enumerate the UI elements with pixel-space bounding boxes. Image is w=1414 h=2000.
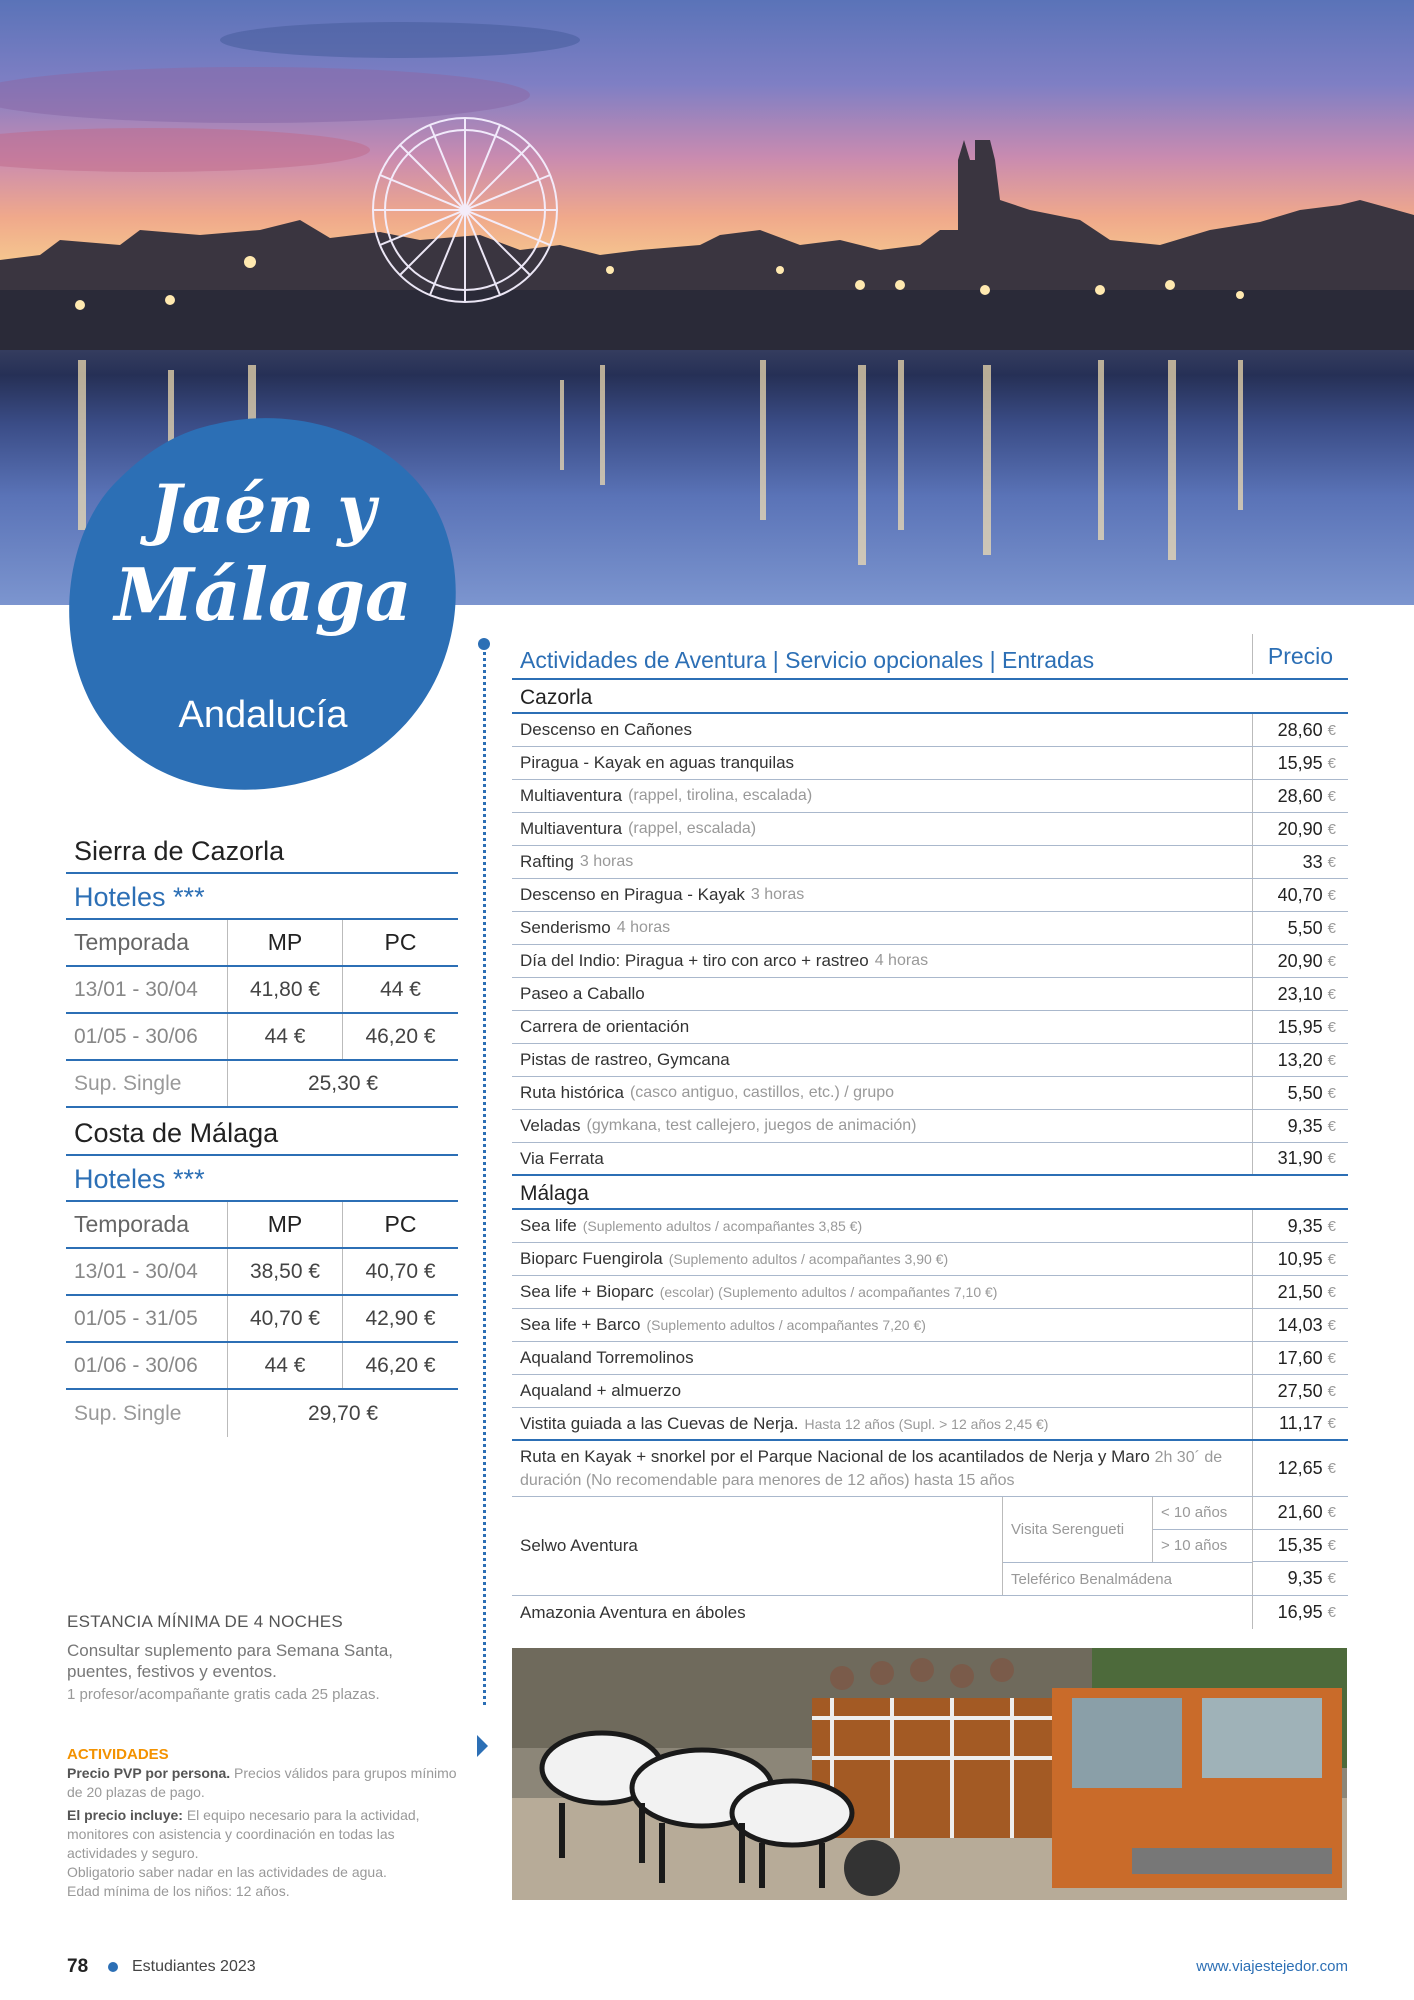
table-header bbox=[66, 1202, 458, 1249]
season-cell: 01/05 - 30/06 bbox=[66, 1014, 228, 1059]
activity-price bbox=[1252, 780, 1348, 812]
activity-detail: (rappel, escalada) bbox=[628, 820, 757, 837]
activity-price bbox=[1252, 1044, 1348, 1076]
euro-sign: € bbox=[1327, 1250, 1336, 1268]
euro-sign: € bbox=[1327, 985, 1336, 1003]
price-value: 14,03 bbox=[1277, 1314, 1323, 1335]
teleferico-label: Teleférico Benalmádena bbox=[1011, 1570, 1172, 1588]
activity-name bbox=[512, 747, 1252, 779]
table-row-selwo bbox=[512, 1497, 1348, 1596]
price-value: 28,60 bbox=[1277, 719, 1323, 740]
table-row bbox=[512, 1210, 1348, 1243]
activity-detail: (Suplemento adultos / acompañantes 7,20 €) bbox=[646, 1317, 926, 1333]
conditions-notes bbox=[67, 1612, 459, 1703]
activity-price bbox=[1252, 879, 1348, 911]
price-value: 16,95 bbox=[1277, 1602, 1323, 1622]
activity-title: Sea life bbox=[520, 1216, 577, 1235]
season-header: Temporada bbox=[66, 920, 228, 965]
euro-sign: € bbox=[1327, 919, 1336, 937]
activity-name bbox=[512, 912, 1252, 944]
activity-name bbox=[512, 780, 1252, 812]
season-cell: 13/01 - 30/04 bbox=[66, 967, 228, 1012]
table-row bbox=[512, 1309, 1348, 1342]
activity-price bbox=[1252, 1276, 1348, 1308]
activity-title: Sea life + Bioparc bbox=[520, 1282, 654, 1301]
activity-name bbox=[512, 846, 1252, 878]
activity-price bbox=[1252, 1243, 1348, 1275]
activities-table bbox=[512, 640, 1348, 1629]
table-row bbox=[512, 747, 1348, 780]
euro-sign: € bbox=[1327, 1051, 1336, 1069]
mp-cell: 44 € bbox=[228, 1014, 343, 1059]
euro-sign: € bbox=[1327, 787, 1336, 805]
kayak-name: Ruta en Kayak + snorkel por el Parque Nacional de los acantilados de Nerja y Maro bbox=[520, 1446, 1150, 1466]
euro-sign: € bbox=[1327, 1117, 1336, 1135]
table-row bbox=[512, 945, 1348, 978]
season-cell: 01/05 - 31/05 bbox=[66, 1296, 228, 1341]
euro-sign: € bbox=[1327, 1460, 1336, 1477]
price-value: 5,50 bbox=[1287, 1082, 1323, 1103]
activity-price bbox=[1252, 1210, 1348, 1242]
activity-price bbox=[1252, 1110, 1348, 1142]
price-value: 15,35 bbox=[1277, 1535, 1323, 1555]
pc-cell: 44 € bbox=[380, 977, 421, 1001]
table-row bbox=[512, 1342, 1348, 1375]
table-row bbox=[512, 1441, 1348, 1497]
table-row bbox=[512, 1110, 1348, 1143]
price-value: 9,35 bbox=[1287, 1215, 1323, 1236]
table-row bbox=[512, 1077, 1348, 1110]
activity-title: Ruta histórica bbox=[520, 1083, 624, 1102]
activity-detail: (Suplemento adultos / acompañantes 3,90 €) bbox=[668, 1251, 949, 1267]
activity-price bbox=[1252, 1143, 1348, 1174]
price-value: 20,90 bbox=[1277, 818, 1323, 839]
euro-sign: € bbox=[1327, 1316, 1336, 1334]
activity-name bbox=[512, 978, 1252, 1010]
includes-note-bold: El precio incluye: bbox=[67, 1807, 183, 1823]
title-line-2: Málaga bbox=[114, 552, 412, 637]
mp-cell: 38,50 € bbox=[228, 1249, 343, 1294]
teacher-free-note: 1 profesor/acompañante gratis cada 25 plazas. bbox=[67, 1686, 380, 1703]
activities-notes bbox=[67, 1745, 459, 1905]
kayak-detail: 2h 30´ de duración (No recomendable para menores de 12 años) hasta 15 años bbox=[520, 1448, 1223, 1489]
euro-sign: € bbox=[1327, 853, 1336, 871]
activity-name bbox=[512, 1408, 1252, 1439]
activity-price bbox=[1252, 714, 1348, 746]
activity-detail: 3 horas bbox=[750, 886, 805, 903]
includes-note bbox=[67, 1806, 459, 1901]
table-row bbox=[66, 1343, 458, 1390]
price-value: 10,95 bbox=[1277, 1248, 1323, 1269]
activity-title: Descenso en Piragua - Kayak bbox=[520, 885, 745, 904]
malaga-rows bbox=[512, 1210, 1348, 1441]
dotted-divider bbox=[483, 645, 486, 1705]
price-note-text: Precios válidos para grupos mínimo de 20 plazas de pago. bbox=[67, 1765, 457, 1800]
selwo-name: Selwo Aventura bbox=[512, 1497, 1003, 1595]
table-row bbox=[66, 1249, 458, 1296]
minimum-stay: ESTANCIA MÍNIMA DE 4 NOCHES bbox=[67, 1612, 344, 1631]
activity-name bbox=[512, 1342, 1252, 1374]
price-note-bold: Precio PVP por persona. bbox=[67, 1765, 231, 1781]
price-value: 33 bbox=[1302, 851, 1323, 872]
euro-sign: € bbox=[1327, 1537, 1336, 1554]
section-cazorla: Cazorla bbox=[512, 680, 1348, 714]
euro-sign: € bbox=[1327, 1018, 1336, 1036]
activity-title: Paseo a Caballo bbox=[520, 984, 645, 1003]
table-row bbox=[512, 1276, 1348, 1309]
euro-sign: € bbox=[1327, 1415, 1336, 1432]
activities-table-header bbox=[512, 640, 1348, 680]
activity-title: Vistita guiada a las Cuevas de Nerja. bbox=[520, 1413, 799, 1433]
activity-name bbox=[512, 714, 1252, 746]
price-value: 28,60 bbox=[1277, 785, 1323, 806]
selwo-ages bbox=[1153, 1497, 1252, 1562]
single-value: 25,30 € bbox=[307, 1071, 379, 1095]
pc-header: PC bbox=[384, 1211, 417, 1237]
selwo-visit-label: Visita Serengueti bbox=[1003, 1497, 1153, 1562]
euro-sign: € bbox=[1327, 1283, 1336, 1301]
section-malaga: Málaga bbox=[512, 1176, 1348, 1210]
euro-sign: € bbox=[1327, 1504, 1336, 1522]
pc-cell: 46,20 € bbox=[365, 1024, 436, 1048]
single-supplement-row bbox=[66, 1061, 458, 1108]
activity-detail: 3 horas bbox=[579, 853, 634, 870]
price-value: 9,35 bbox=[1287, 1568, 1323, 1589]
selwo-visit bbox=[1003, 1497, 1252, 1563]
price-value: 21,60 bbox=[1277, 1502, 1323, 1523]
activity-title: Rafting bbox=[520, 852, 574, 871]
price-value: 13,20 bbox=[1277, 1049, 1323, 1070]
activity-price bbox=[1252, 1375, 1348, 1407]
activity-price bbox=[1252, 1441, 1348, 1496]
activity-title: Pistas de rastreo, Gymcana bbox=[520, 1050, 730, 1069]
activity-name bbox=[512, 1044, 1252, 1076]
pc-cell: 46,20 € bbox=[365, 1353, 436, 1377]
hotel-price-tables bbox=[66, 826, 458, 1437]
table-row bbox=[66, 967, 458, 1014]
safari-photo bbox=[512, 1648, 1347, 1900]
activities-heading: ACTIVIDADES bbox=[67, 1746, 169, 1763]
activity-detail: (casco antiguo, castillos, etc.) / grupo bbox=[629, 1084, 895, 1101]
price-value: 27,50 bbox=[1277, 1380, 1323, 1401]
euro-sign: € bbox=[1327, 754, 1336, 772]
activity-price bbox=[1252, 978, 1348, 1010]
table-row bbox=[512, 1375, 1348, 1408]
activity-name bbox=[512, 1077, 1252, 1109]
table-row bbox=[512, 813, 1348, 846]
arrow-right-icon bbox=[477, 1735, 488, 1757]
activity-detail: (gymkana, test callejero, juegos de animación) bbox=[586, 1117, 917, 1134]
activity-title: Día del Indio: Piragua + tiro con arco + rastreo bbox=[520, 951, 869, 970]
cazorla-rows bbox=[512, 714, 1348, 1176]
activity-name bbox=[512, 1243, 1252, 1275]
season-header: Temporada bbox=[66, 1202, 228, 1247]
table-row bbox=[66, 1296, 458, 1343]
price-note bbox=[67, 1764, 459, 1802]
price-under-10 bbox=[1253, 1497, 1348, 1530]
supplement-note: Consultar suplemento para Semana Santa, puentes, festivos y eventos. bbox=[67, 1641, 394, 1681]
euro-sign: € bbox=[1327, 820, 1336, 838]
table-row bbox=[512, 846, 1348, 879]
table-row bbox=[512, 1143, 1348, 1176]
activity-detail: (rappel, tirolina, escalada) bbox=[628, 787, 813, 804]
activity-name bbox=[512, 1143, 1252, 1174]
activity-name bbox=[512, 1309, 1252, 1341]
activities-title: Actividades de Aventura | Servicio opcionales | Entradas bbox=[520, 647, 1095, 673]
activity-detail: 4 horas bbox=[874, 952, 929, 969]
age-under-10: < 10 años bbox=[1153, 1497, 1252, 1530]
region-label: Andalucía bbox=[178, 694, 348, 736]
activity-name: Amazonia Aventura en áboles bbox=[520, 1602, 746, 1622]
activity-name bbox=[512, 1110, 1252, 1142]
activity-price bbox=[1252, 747, 1348, 779]
table-row bbox=[512, 714, 1348, 747]
single-label: Sup. Single bbox=[66, 1061, 228, 1106]
destination-title: Sierra de Cazorla bbox=[66, 826, 458, 874]
activity-title: Via Ferrata bbox=[520, 1148, 604, 1168]
euro-sign: € bbox=[1327, 1604, 1336, 1621]
price-value: 5,50 bbox=[1287, 917, 1323, 938]
price-value: 21,50 bbox=[1277, 1281, 1323, 1302]
activity-price bbox=[1252, 1408, 1348, 1439]
activity-title: Aqualand Torremolinos bbox=[520, 1348, 694, 1367]
publication-name: Estudiantes 2023 bbox=[132, 1958, 256, 1975]
table-row bbox=[512, 1011, 1348, 1044]
price-value: 15,95 bbox=[1277, 1016, 1323, 1037]
mp-cell: 41,80 € bbox=[228, 967, 343, 1012]
euro-sign: € bbox=[1327, 721, 1336, 739]
mp-cell: 44 € bbox=[228, 1343, 343, 1388]
activity-name bbox=[512, 1375, 1252, 1407]
activity-name bbox=[512, 813, 1252, 845]
selwo-prices bbox=[1252, 1497, 1348, 1595]
single-supplement-row bbox=[66, 1390, 458, 1437]
activity-detail: (escolar) (Suplemento adultos / acompañantes 7,10 €) bbox=[659, 1284, 998, 1300]
activity-title: Carrera de orientación bbox=[520, 1017, 690, 1036]
age-note: Edad mínima de los niños: 12 años. bbox=[67, 1883, 290, 1899]
price-value: 12,65 bbox=[1277, 1458, 1323, 1478]
price-teleferico bbox=[1253, 1562, 1348, 1595]
single-value: 29,70 € bbox=[307, 1401, 379, 1425]
euro-sign: € bbox=[1327, 952, 1336, 970]
activity-name bbox=[512, 1011, 1252, 1043]
activity-title: Descenso en Cañones bbox=[520, 720, 693, 739]
mp-header: MP bbox=[228, 920, 343, 965]
pc-header: PC bbox=[384, 929, 417, 955]
euro-sign: € bbox=[1327, 1084, 1336, 1102]
activity-title: Bioparc Fuengirola bbox=[520, 1249, 663, 1268]
table-row bbox=[512, 1044, 1348, 1077]
table-header bbox=[66, 920, 458, 967]
price-value: 20,90 bbox=[1277, 950, 1323, 971]
table-row bbox=[512, 1408, 1348, 1441]
table-row bbox=[512, 912, 1348, 945]
activity-name bbox=[512, 1210, 1252, 1242]
pc-cell: 42,90 € bbox=[365, 1306, 436, 1330]
activity-title: Multiaventura bbox=[520, 819, 623, 838]
euro-sign: € bbox=[1327, 886, 1336, 904]
price-value: 23,10 bbox=[1277, 983, 1323, 1004]
activity-title: Aqualand + almuerzo bbox=[520, 1381, 682, 1400]
age-over-10: > 10 años bbox=[1161, 1537, 1228, 1555]
price-value: 17,60 bbox=[1277, 1347, 1323, 1368]
euro-sign: € bbox=[1327, 1349, 1336, 1367]
pc-cell: 40,70 € bbox=[365, 1259, 436, 1283]
price-over-10 bbox=[1253, 1530, 1348, 1563]
mp-cell: 40,70 € bbox=[228, 1296, 343, 1341]
season-cell: 01/06 - 30/06 bbox=[66, 1343, 228, 1388]
activity-price bbox=[1252, 1342, 1348, 1374]
selwo-options bbox=[1003, 1497, 1252, 1595]
title-line-1: Jaén y bbox=[150, 470, 376, 548]
activity-title: Multiaventura bbox=[520, 786, 623, 805]
price-value: 31,90 bbox=[1277, 1148, 1323, 1168]
price-value: 40,70 bbox=[1277, 884, 1323, 905]
activity-detail: 4 horas bbox=[616, 919, 671, 936]
activity-title: Senderismo bbox=[520, 918, 611, 937]
page-number: 78 bbox=[67, 1956, 89, 1977]
website-link[interactable]: www.viajestejedor.com bbox=[1196, 1958, 1348, 1975]
includes-note-text: El equipo necesario para la actividad, monitores con asistencia y coordinación en todas las actividades y seguro. bbox=[67, 1807, 420, 1861]
activity-price bbox=[1252, 1309, 1348, 1341]
euro-sign: € bbox=[1327, 1217, 1336, 1235]
activity-price bbox=[1252, 1077, 1348, 1109]
euro-sign: € bbox=[1327, 1382, 1336, 1400]
activity-title: Piragua - Kayak en aguas tranquilas bbox=[520, 753, 795, 772]
price-value: 15,95 bbox=[1277, 752, 1323, 773]
price-value: 11,17 bbox=[1278, 1413, 1323, 1433]
title-badge bbox=[66, 412, 460, 798]
activity-title: Veladas bbox=[520, 1116, 581, 1135]
mp-header: MP bbox=[228, 1202, 343, 1247]
activity-price bbox=[1252, 912, 1348, 944]
activity-title: Sea life + Barco bbox=[520, 1315, 641, 1334]
euro-sign: € bbox=[1327, 1570, 1336, 1588]
table-row bbox=[512, 978, 1348, 1011]
activity-price bbox=[1252, 846, 1348, 878]
activity-name bbox=[512, 879, 1252, 911]
activity-price bbox=[1252, 813, 1348, 845]
activity-detail: (Suplemento adultos / acompañantes 3,85 €) bbox=[582, 1218, 863, 1234]
footer-dot bbox=[108, 1962, 118, 1972]
table-row bbox=[512, 1243, 1348, 1276]
single-label: Sup. Single bbox=[66, 1390, 228, 1437]
table-row bbox=[512, 1596, 1348, 1629]
activity-detail: Hasta 12 años (Supl. > 12 años 2,45 €) bbox=[804, 1415, 1049, 1432]
table-row bbox=[512, 879, 1348, 912]
activity-price bbox=[1252, 945, 1348, 977]
activity-price bbox=[1252, 1011, 1348, 1043]
hotel-category: Hoteles *** bbox=[66, 1156, 458, 1202]
price-header: Precio bbox=[1252, 634, 1348, 674]
season-cell: 13/01 - 30/04 bbox=[66, 1249, 228, 1294]
destination-title: Costa de Málaga bbox=[66, 1108, 458, 1156]
hotel-category: Hoteles *** bbox=[66, 874, 458, 920]
table-row bbox=[512, 780, 1348, 813]
activity-name bbox=[512, 1441, 1252, 1496]
price-value: 9,35 bbox=[1287, 1115, 1323, 1136]
activity-price bbox=[1252, 1596, 1348, 1629]
activity-name bbox=[512, 945, 1252, 977]
table-row bbox=[66, 1014, 458, 1061]
activity-name bbox=[512, 1276, 1252, 1308]
euro-sign: € bbox=[1327, 1150, 1336, 1167]
swim-note: Obligatorio saber nadar en las actividades de agua. bbox=[67, 1864, 387, 1880]
